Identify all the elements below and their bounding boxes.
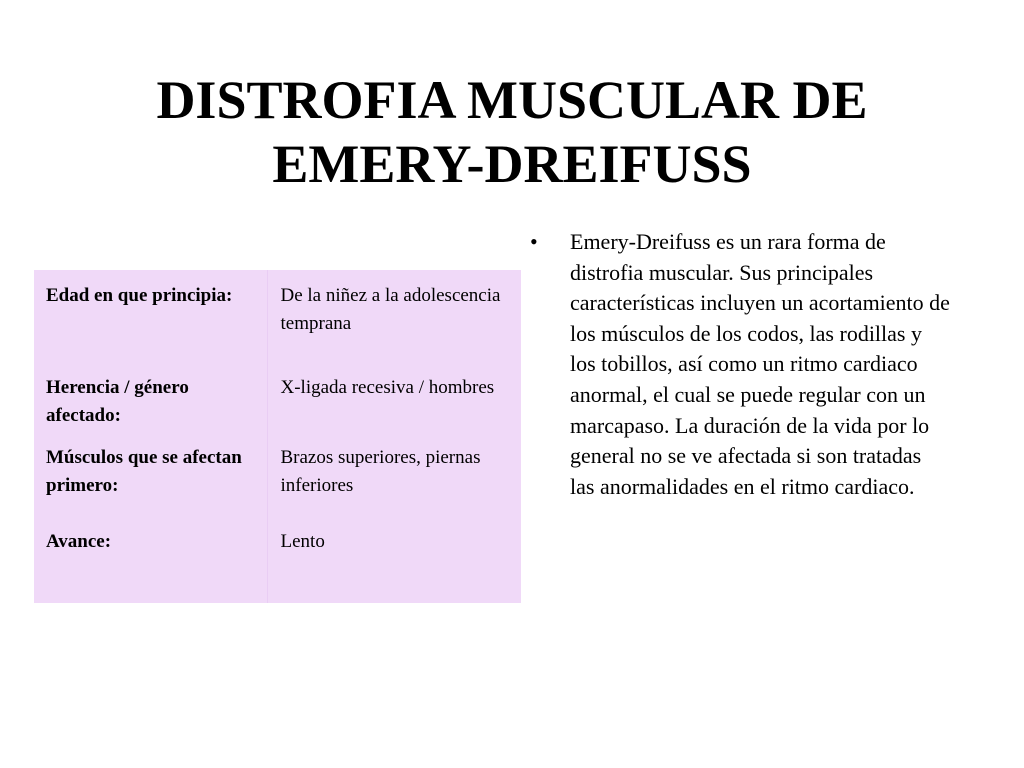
slide-title-line-2: EMERY-DREIFUSS: [272, 134, 752, 194]
slide-title-line-1: DISTROFIA MUSCULAR DE: [156, 70, 868, 130]
table-cell-label: Herencia / género afectado:: [34, 374, 267, 444]
table-cell-value: Brazos superiores, piernas inferiores: [280, 447, 481, 496]
table-cell-label: Músculos que se afectan primero:: [34, 444, 267, 524]
table-row-inheritance: [34, 374, 521, 444]
table-cell-label: Avance:: [34, 524, 267, 603]
table-cell-value: Lento: [280, 531, 325, 552]
bullet-list: [530, 227, 950, 502]
table-row-progression: [34, 524, 521, 603]
bullet-text: Emery-Dreifuss es un rara forma de distrofia muscular. Sus principales características incluyen un acortamiento de los músculos de los codos, las rodillas y los tobillos, así como un ritmo cardiaco anormal, el cual se puede regular con un marcapaso. La duración de la vida por lo general no se ve afectada si son tratadas las anormalidades en el ritmo cardiaco.: [570, 229, 950, 499]
table-cell-value: X-ligada recesiva / hombres: [280, 377, 495, 398]
table-cell-value: De la niñez a la adolescencia temprana: [280, 285, 501, 334]
slide-title: [0, 68, 1024, 196]
info-table: [34, 270, 521, 603]
table-row-onset: [34, 270, 521, 374]
table-cell-label: Edad en que principia:: [34, 270, 267, 374]
table-row-muscles: [34, 444, 521, 524]
bullet-marker: •: [530, 229, 538, 254]
